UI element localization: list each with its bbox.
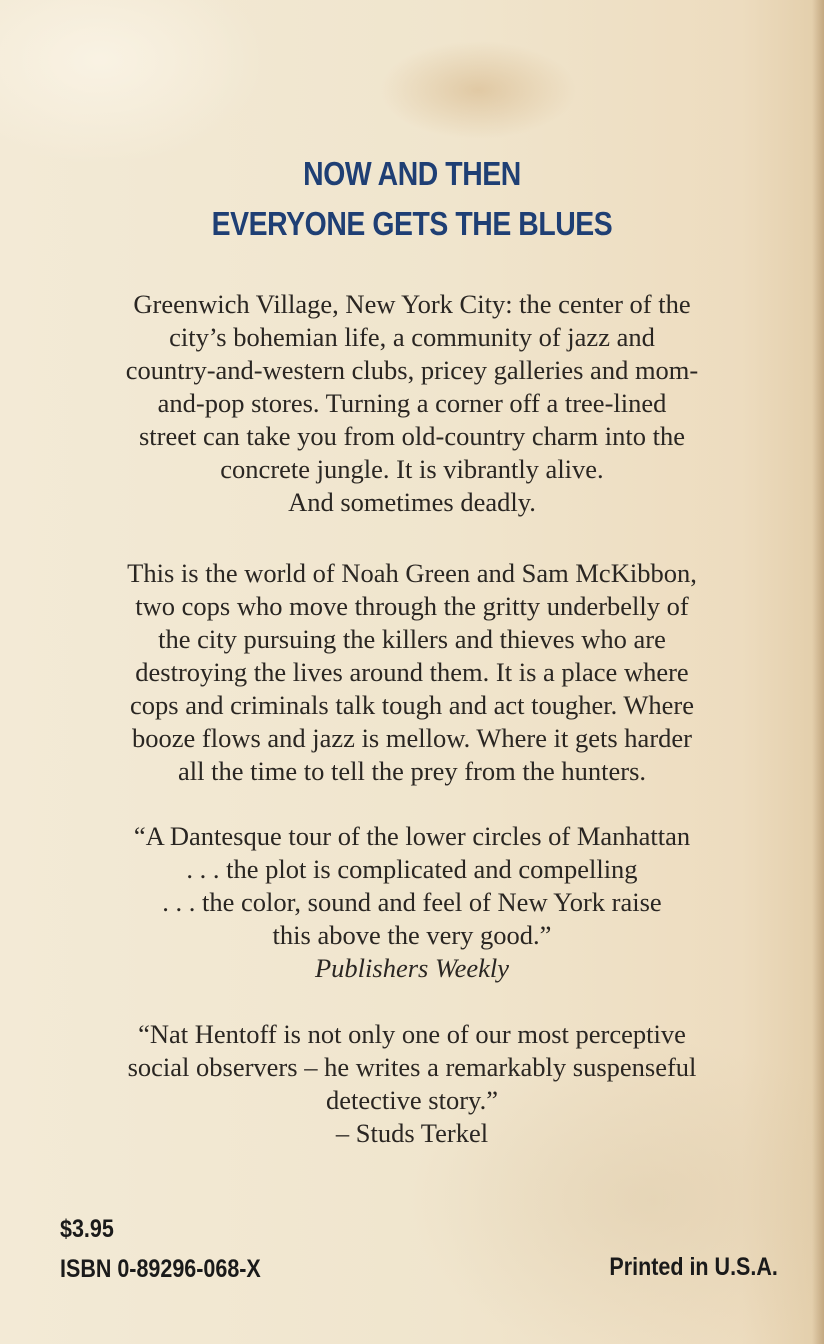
blurb-line: country-and-western clubs, pricey galleries and mom- [125,355,699,385]
review-quote-2 [60,1018,764,1150]
quote-line: social observers – he writes a remarkably suspenseful [127,1052,697,1082]
quote-source: – Studs Terkel [335,1118,489,1148]
quote-line: “A Dantesque tour of the lower circles of Manhattan [133,821,691,851]
blurb-line: the city pursuing the killers and thieves who are [158,624,666,654]
blurb-line: and-pop stores. Turning a corner off a tree-lined [157,388,667,418]
blurb-line: cops and criminals talk tough and act tougher. Where [130,690,694,720]
blurb-line: two cops who move through the gritty underbelly of [135,591,689,621]
blurb-line: booze flows and jazz is mellow. Where it gets harder [132,723,692,753]
quote-line: this above the very good.” [272,920,552,950]
quote-line: “Nat Hentoff is not only one of our most perceptive [138,1019,686,1049]
blurb-line: destroying the lives around them. It is a place where [135,657,689,687]
printed-in: Printed in U.S.A. [609,1253,778,1281]
quote-line: . . . the plot is complicated and compelling [186,854,638,884]
quote-source: Publishers Weekly [314,953,510,983]
heading-line-1: NOW AND THEN [303,155,521,192]
heading-line-2: EVERYONE GETS THE BLUES [211,205,613,242]
blurb-line: Greenwich Village, New York City: the center of the [133,289,691,319]
blurb-line: concrete jungle. It is vibrantly alive. [220,454,604,484]
isbn: ISBN 0-89296-068-X [60,1255,261,1283]
quote-line: . . . the color, sound and feel of New York raise [162,887,662,917]
blurb-line: street can take you from old-country charm into the [138,421,685,451]
page-edge-shadow [812,0,824,1344]
price: $3.95 [60,1215,114,1243]
blurb-line: city’s bohemian life, a community of jazz and [169,322,655,352]
blurb-line: And sometimes deadly. [288,487,536,517]
blurb-paragraph-2 [60,557,764,788]
review-quote-1 [60,820,764,985]
quote-line: detective story.” [326,1085,498,1115]
blurb-line: all the time to tell the prey from the hunters. [177,756,647,786]
blurb-paragraph-1 [60,288,764,519]
blurb-line: This is the world of Noah Green and Sam McKibbon, [127,558,697,588]
